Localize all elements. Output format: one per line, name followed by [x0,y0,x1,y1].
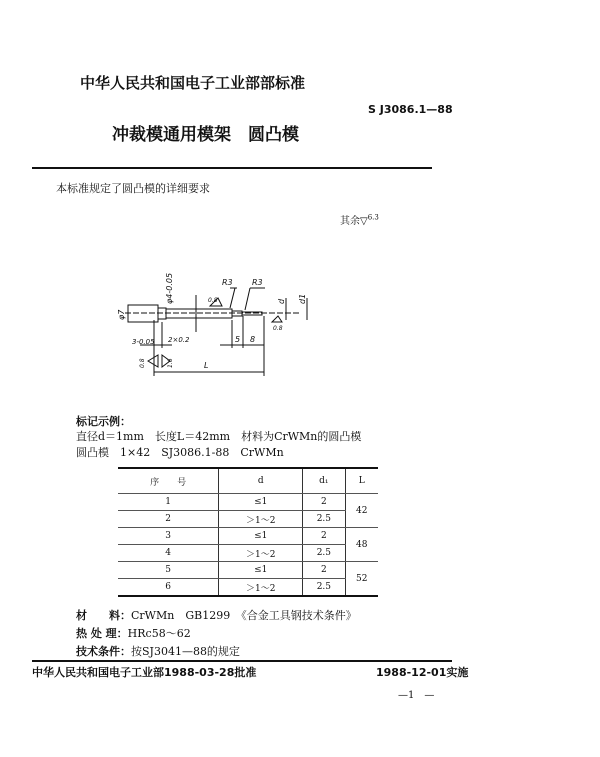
table-row: 5 ≤1 2 52 [118,562,378,579]
intro-text: 本标准规定了圆凸模的详细要求 [56,182,210,195]
approval-date: 中华人民共和国电子工业部1988-03-28批准 [32,666,257,679]
svg-text:2×0.2: 2×0.2 [168,336,190,344]
example-line-2: 圆凸模 1×42 SJ3086.1-88 CrWMn [76,446,284,459]
spec-material: 材 料：CrWMn GB1299 《合金工具钢技术条件》 [76,609,357,622]
table-row: 3 ≤1 2 48 [118,528,378,545]
example-heading: 标记示例： [76,415,131,428]
svg-text:d: d [277,298,286,304]
col-header: d [219,468,303,494]
svg-text:d1: d1 [298,293,307,304]
dimension-table [118,467,378,597]
col-header: 序 号 [118,468,219,494]
svg-text:0.8: 0.8 [139,358,146,368]
svg-text:0.8: 0.8 [273,325,283,332]
svg-text:3-0.05: 3-0.05 [132,338,155,346]
col-header: d₁ [303,468,345,494]
issuing-org: 中华人民共和国电子工业部部标准 [80,74,306,92]
svg-text:φ4-0.05: φ4-0.05 [165,272,174,304]
roughness-note [340,212,379,227]
spec-technical-conditions: 技术条件：按SJ3041—88的规定 [76,645,240,658]
spec-heat-treatment: 热 处 理：HRc58～62 [76,627,191,640]
roughness-value: 6.3 [367,213,379,222]
standard-code: S J3086.1—88 [368,103,453,116]
document-title: 冲裁模通用模架 圆凸模 [112,125,299,145]
svg-text:L: L [204,361,209,370]
table-row: 1 ≤1 2 42 [118,494,378,511]
table-row: 2 ＞1～2 2.5 [118,511,378,528]
svg-text:5: 5 [235,335,241,344]
svg-text:0.8: 0.8 [208,297,218,304]
example-line-1: 直径d＝1mm 长度L＝42mm 材料为CrWMn的圆凸模 [76,430,362,443]
svg-text:1.6: 1.6 [167,358,174,368]
table-row: 6 ＞1～2 2.5 [118,579,378,597]
col-header: L [345,468,378,494]
roughness-triangle-icon: ▽ [360,216,368,227]
footer-rule [32,660,452,662]
svg-text:φ7: φ7 [117,309,126,320]
table-row: 4 ＞1～2 2.5 [118,545,378,562]
header-rule [32,167,432,169]
svg-text:8: 8 [250,335,256,344]
svg-text:R3: R3 [222,278,233,287]
roughness-label: 其余 [340,216,360,227]
svg-text:R3: R3 [252,278,263,287]
punch-drawing [100,260,440,390]
page-number: —1 — [398,690,435,701]
effective-date: 1988-12-01实施 [376,666,469,679]
